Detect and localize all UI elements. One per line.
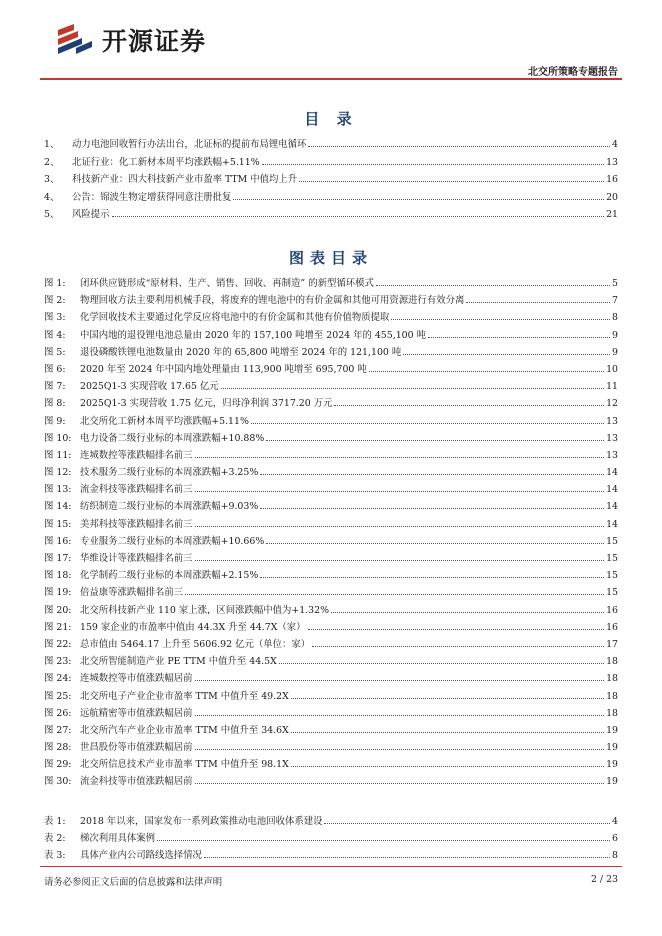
entry-label: 2018 年以来，国家发布一系列政策推动电池回收体系建设 (80, 816, 323, 827)
figure-entry[interactable] (44, 602, 618, 619)
entry-number: 图 27: (44, 724, 72, 736)
entry-page: 15 (606, 535, 618, 547)
entry-number: 图 21: (44, 621, 72, 633)
entry-page: 14 (606, 484, 618, 496)
figure-entry[interactable] (44, 739, 618, 756)
entry-label: 连城数控等涨跌幅排名前三 (80, 449, 193, 461)
entry-label: 电力设备二级行业标的本周涨跌幅+10.88% (80, 432, 265, 444)
dot-leader (312, 646, 604, 647)
entry-page: 15 (606, 553, 618, 564)
figure-entry[interactable] (44, 344, 618, 361)
entry-page: 16 (606, 621, 618, 633)
figure-entry[interactable] (44, 464, 618, 481)
entry-number: 图 11: (44, 449, 72, 461)
figure-entry[interactable] (44, 395, 618, 412)
dot-leader (260, 474, 604, 475)
entry-label: 中国内地的退役锂电池总量由 2020 年的 157,100 吨增至 2024 年的 455,100 吨 (80, 329, 426, 341)
figure-entry[interactable] (44, 756, 618, 773)
figure-entry[interactable] (44, 670, 618, 687)
figure-entry[interactable] (44, 361, 618, 378)
toc-entry-number: 5、 (44, 209, 60, 220)
figure-entry[interactable] (44, 430, 618, 447)
figure-entry[interactable] (44, 533, 618, 550)
figure-entry[interactable] (44, 498, 618, 515)
toc-entry-number: 2、 (44, 156, 60, 168)
dot-leader (331, 612, 604, 613)
entry-number: 图 8: (44, 398, 66, 410)
dot-leader (403, 354, 610, 355)
figure-entry[interactable] (44, 619, 618, 636)
toc-entry-number: 4、 (44, 191, 60, 203)
table-entry[interactable] (44, 813, 618, 830)
dot-leader (195, 680, 605, 681)
entry-page: 18 (606, 656, 618, 668)
entry-page: 8 (612, 312, 618, 324)
figure-entry[interactable] (44, 567, 618, 584)
figure-entry[interactable] (44, 516, 618, 533)
toc-entry[interactable] (44, 206, 618, 224)
figure-entry[interactable] (44, 292, 618, 309)
toc-entry-number: 1、 (44, 139, 60, 150)
dot-leader (291, 732, 604, 733)
dot-leader (376, 285, 610, 286)
entry-label: 世昌股份等市值涨跌幅居前 (80, 742, 193, 754)
entry-label: 倍益康等涨跌幅排名前三 (80, 587, 184, 599)
figure-entry[interactable] (44, 584, 618, 601)
entry-label: 流金科技等涨跌幅排名前三 (80, 484, 193, 496)
entry-label: 2025Q1-3 实现营收 1.75 亿元，归母净利润 3717.20 万元 (80, 398, 333, 410)
entry-number: 图 30: (44, 776, 72, 788)
entry-label: 专业服务二级行业标的本周涨跌幅+10.66% (80, 535, 265, 547)
entry-number: 图 14: (44, 501, 72, 513)
dot-leader (391, 319, 610, 320)
dot-leader (324, 823, 610, 824)
entry-label: 流金科技等市值涨跌幅居前 (80, 776, 193, 788)
dot-leader (260, 577, 604, 578)
figure-entry[interactable] (44, 653, 618, 670)
entry-page: 19 (606, 776, 618, 788)
toc-list (44, 136, 618, 224)
entry-page: 7 (612, 295, 618, 307)
dot-leader (334, 405, 604, 406)
entry-number: 图 28: (44, 742, 72, 754)
dot-leader (308, 146, 610, 147)
entry-page: 15 (606, 587, 618, 599)
figure-entry[interactable] (44, 705, 618, 722)
dot-leader (299, 181, 604, 182)
toc-entry-page: 13 (606, 156, 618, 168)
entry-label: 2025Q1-3 实现营收 17.65 亿元 (80, 381, 219, 393)
entry-number: 图 23: (44, 656, 72, 668)
entry-number: 图 5: (44, 346, 66, 358)
entry-label: 远航精密等市值涨跌幅居前 (80, 707, 193, 719)
entry-page: 15 (606, 570, 618, 582)
dot-leader (195, 783, 605, 784)
table-entry[interactable] (44, 847, 618, 864)
entry-page: 12 (606, 398, 618, 410)
entry-label: 化学制药二级行业标的本周涨跌幅+2.15% (80, 570, 259, 582)
entry-number: 表 2: (44, 833, 66, 845)
figure-entry[interactable] (44, 550, 618, 567)
toc-entry-page: 4 (612, 139, 618, 150)
dot-leader (204, 857, 610, 858)
figure-entry[interactable] (44, 688, 618, 705)
entry-number: 图 13: (44, 484, 72, 496)
report-type: 北交所策略专题报告 (528, 67, 618, 78)
entry-number: 图 2: (44, 295, 66, 307)
figure-list (44, 275, 618, 791)
dot-leader (195, 749, 605, 750)
entry-number: 图 15: (44, 518, 72, 530)
dot-leader (221, 388, 604, 389)
toc-entry-label: 公告：锦波生物定增获得同意注册批复 (72, 191, 232, 203)
figure-entry[interactable] (44, 327, 618, 344)
entry-number: 图 7: (44, 381, 66, 393)
table-entry[interactable] (44, 830, 618, 847)
dot-leader (157, 840, 610, 841)
entry-label: 退役磷酸铁锂电池数量由 2020 年的 65,800 吨增至 2024 年的 121,100 吨 (80, 346, 402, 358)
toc-entry[interactable] (44, 154, 618, 172)
dot-leader (466, 302, 610, 303)
figure-entry[interactable] (44, 773, 618, 790)
brand-logo-icon (56, 22, 96, 58)
entry-number: 图 1: (44, 278, 66, 289)
entry-label: 纺织制造二级行业标的本周涨跌幅+9.03% (80, 501, 259, 513)
entry-label: 梯次利用具体案例 (80, 833, 156, 845)
figure-entry[interactable] (44, 481, 618, 498)
brand-logo (56, 22, 206, 58)
entry-label: 北交所科技新产业 110 家上涨，区间涨跌幅中值为+1.32% (80, 604, 329, 616)
entry-label: 北交所汽车产业企业市盈率 TTM 中值升至 34.6X (80, 724, 289, 736)
entry-number: 图 25: (44, 690, 72, 702)
header-divider (40, 78, 622, 80)
entry-label: 物理回收方法主要利用机械手段，将废弃的锂电池中的有价金属和其他可用资源进行有效分离 (80, 295, 465, 307)
entry-number: 图 10: (44, 432, 72, 444)
entry-page: 8 (612, 850, 618, 862)
dot-leader (279, 663, 604, 664)
entry-page: 13 (606, 415, 618, 427)
entry-page: 11 (606, 381, 618, 393)
dot-leader (185, 594, 604, 595)
entry-page: 19 (606, 742, 618, 754)
dot-leader (262, 164, 604, 165)
entry-page: 13 (606, 432, 618, 444)
entry-number: 图 29: (44, 759, 72, 771)
entry-page: 18 (606, 690, 618, 702)
entry-number: 表 3: (44, 850, 66, 862)
entry-number: 图 22: (44, 638, 72, 650)
dot-leader (195, 457, 605, 458)
entry-number: 表 1: (44, 816, 66, 827)
entry-number: 图 3: (44, 312, 66, 324)
figures-title: 图表目录 (288, 249, 373, 267)
entry-page: 19 (606, 759, 618, 771)
entry-label: 闭环供应链形成“原材料、生产、销售、回收、再制造” 的新型循环模式 (80, 278, 374, 289)
toc-entry-page: 21 (606, 209, 618, 220)
footer-disclaimer: 请务必参阅正文后面的信息披露和法律声明 (44, 877, 223, 888)
dot-leader (428, 337, 610, 338)
entry-label: 2020 年至 2024 年中国内地处理量由 113,900 吨增至 695,700 吨 (80, 363, 367, 375)
entry-page: 10 (606, 363, 618, 375)
dot-leader (369, 371, 604, 372)
toc-entry[interactable] (44, 136, 618, 154)
toc-entry-page: 16 (606, 174, 618, 185)
entry-label: 技术服务二级行业标的本周涨跌幅+3.25% (80, 467, 259, 479)
dot-leader (195, 526, 605, 527)
entry-number: 图 16: (44, 535, 72, 547)
table-list (44, 813, 618, 865)
entry-number: 图 20: (44, 604, 72, 616)
entry-label: 具体产业内公司路线选择情况 (80, 850, 202, 862)
entry-number: 图 17: (44, 553, 72, 564)
figure-entry[interactable] (44, 636, 618, 653)
entry-page: 4 (612, 816, 618, 827)
figure-entry[interactable] (44, 309, 618, 326)
entry-page: 16 (606, 604, 618, 616)
entry-number: 图 12: (44, 467, 72, 479)
entry-label: 化学回收技术主要通过化学反应将电池中的有价金属和其他有价值物质提取 (80, 312, 390, 324)
entry-page: 14 (606, 518, 618, 530)
entry-page: 9 (612, 346, 618, 358)
dot-leader (251, 423, 604, 424)
brand-name: 开源证券 (102, 27, 207, 56)
entry-label: 159 家企业的市盈率中值由 44.3X 升至 44.7X（家） (80, 621, 306, 633)
entry-number: 图 6: (44, 363, 66, 375)
toc-entry-label: 科技新产业：四大科技新产业市盈率 TTM 中值均上升 (72, 174, 298, 185)
entry-page: 14 (606, 467, 618, 479)
entry-label: 连城数控等市值涨跌幅居前 (80, 673, 193, 685)
toc-title: 目 录 (304, 110, 358, 128)
page-number: 2 / 23 (590, 874, 618, 885)
dot-leader (291, 698, 604, 699)
entry-number: 图 9: (44, 415, 66, 427)
entry-label: 总市值由 5464.17 上升至 5606.92 亿元（单位：家） (80, 638, 311, 650)
entry-page: 17 (606, 638, 618, 650)
dot-leader (260, 508, 604, 509)
dot-leader (266, 440, 604, 441)
dot-leader (308, 629, 605, 630)
entry-page: 18 (606, 673, 618, 685)
entry-page: 9 (612, 329, 618, 341)
entry-label: 北交所智能制造产业 PE TTM 中值升至 44.5X (80, 656, 277, 668)
entry-page: 14 (606, 501, 618, 513)
entry-page: 13 (606, 449, 618, 461)
entry-label: 北交所化工新材本周平均涨跌幅+5.11% (80, 415, 249, 427)
dot-leader (195, 715, 605, 716)
entry-label: 美邦科技等涨跌幅排名前三 (80, 518, 193, 530)
figure-entry[interactable] (44, 722, 618, 739)
figure-entry[interactable] (44, 275, 618, 292)
toc-entry-label: 北证行业：化工新材本周平均涨跌幅+5.11% (72, 156, 260, 168)
entry-label: 华维设计等涨跌幅排名前三 (80, 553, 193, 564)
entry-number: 图 26: (44, 707, 72, 719)
dot-leader (195, 560, 605, 561)
dot-leader (233, 199, 604, 200)
figure-entry[interactable] (44, 378, 618, 395)
toc-entry-number: 3、 (44, 174, 60, 185)
figure-entry[interactable] (44, 413, 618, 430)
figure-entry[interactable] (44, 447, 618, 464)
footer-divider (40, 866, 622, 867)
entry-label: 北交所信息技术产业市盈率 TTM 中值升至 98.1X (80, 759, 289, 771)
toc-entry-label: 风险提示 (72, 209, 110, 220)
toc-entry[interactable] (44, 171, 618, 189)
entry-page: 19 (606, 724, 618, 736)
entry-number: 图 24: (44, 673, 72, 685)
dot-leader (266, 543, 604, 544)
entry-page: 6 (612, 833, 618, 845)
toc-entry-page: 20 (606, 191, 618, 203)
entry-number: 图 19: (44, 587, 72, 599)
dot-leader (195, 491, 605, 492)
entry-number: 图 18: (44, 570, 72, 582)
toc-entry-label: 动力电池回收暂行办法出台，北证标的提前布局锂电循环 (72, 139, 307, 150)
entry-page: 18 (606, 707, 618, 719)
toc-entry[interactable] (44, 189, 618, 207)
dot-leader (112, 216, 605, 217)
entry-page: 5 (612, 278, 618, 289)
entry-number: 图 4: (44, 329, 66, 341)
dot-leader (291, 766, 604, 767)
entry-label: 北交所电子产业企业市盈率 TTM 中值升至 49.2X (80, 690, 289, 702)
